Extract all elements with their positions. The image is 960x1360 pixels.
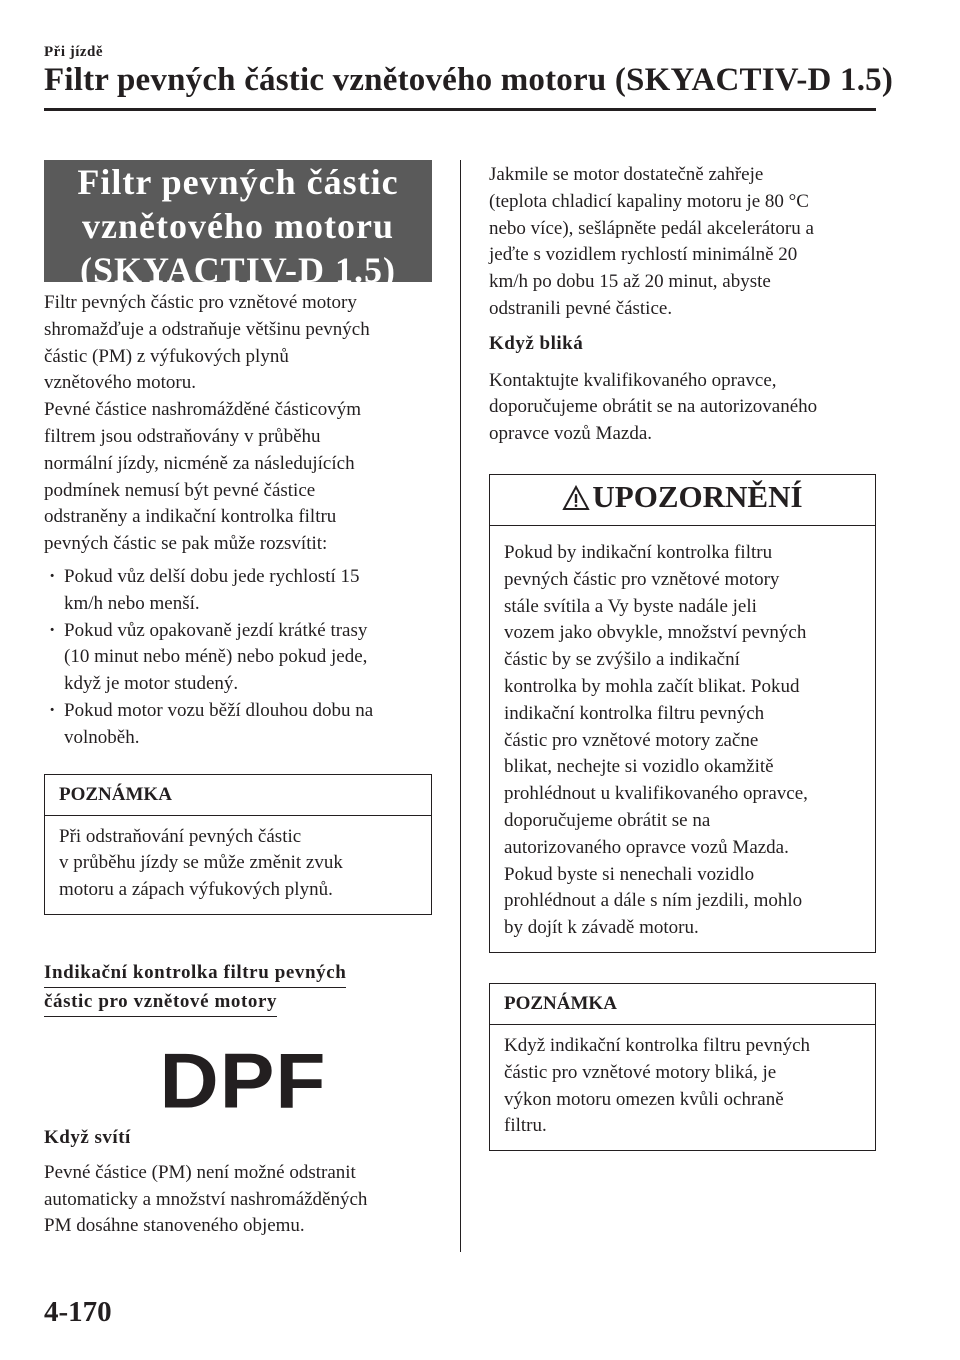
text-line: Když indikační kontrolka filtru pevných — [504, 1034, 811, 1056]
text-line: částic by se zvýšilo a indikační — [504, 649, 740, 671]
text-line: by dojít k závadě motoru. — [504, 917, 699, 939]
text-line: stále svítila a Vy byste nadále jeli — [504, 595, 757, 617]
lit-heading: Když svítí — [44, 1126, 131, 1148]
blink-paragraph — [489, 368, 876, 448]
subheading-line: částic pro vznětové motory — [44, 988, 277, 1017]
text-line: Pokud by indikační kontrolka filtru — [504, 541, 773, 563]
text-line: autorizovaného opravce vozů Mazda. — [504, 836, 789, 858]
text-line: automaticky a množství nashromážděných — [44, 1188, 368, 1210]
text-line: podmínek nemusí být pevné částice — [44, 479, 316, 501]
blink-heading: Když bliká — [489, 332, 584, 354]
text-line: volnoběh. — [64, 726, 140, 748]
text-line: vozem jako obvykle, množství pevných — [504, 622, 807, 644]
dpf-warning-icon: DPF — [159, 1038, 327, 1125]
page-number: 4-170 — [44, 1296, 112, 1328]
list-item — [44, 564, 432, 618]
condition-list — [44, 564, 432, 752]
text-line: doporučujeme obrátit se na — [504, 809, 711, 831]
page-title: Filtr pevných částic vznětového motoru (SKYACTIV-D 1.5) — [44, 62, 894, 98]
text-line: km/h nebo menší. — [64, 592, 200, 614]
column-divider — [460, 160, 461, 1252]
text-line: opravce vozů Mazda. — [489, 423, 653, 445]
text-line: prohlédnout a dále s ním jezdili, mohlo — [504, 890, 803, 912]
text-line: jeďte s vozidlem rychlostí minimálně 20 — [489, 244, 798, 266]
text-line: PM dosáhne stanoveného objemu. — [44, 1215, 305, 1237]
text-line: kontrolka by mohla začít blikat. Pokud — [504, 675, 800, 697]
text-line: motoru a zápach výfukových plynů. — [59, 879, 333, 901]
text-line: Filtr pevných částic pro vznětové motory — [44, 292, 357, 313]
intro-paragraph — [44, 290, 432, 558]
warning-triangle-icon — [562, 485, 590, 511]
text-line: výkon motoru omezen kvůli ochraně — [504, 1088, 784, 1110]
text-line: pevných částic se pak může rozsvítit: — [44, 533, 328, 555]
text-line: shromažďuje a odstraňuje většinu pevných — [44, 318, 370, 340]
chapter-title-line: Filtr pevných částic — [77, 162, 399, 202]
note-body — [490, 1025, 875, 1150]
warning-header — [490, 475, 875, 526]
note-body — [45, 816, 431, 914]
header-rule — [44, 108, 876, 111]
note-label: POZNÁMKA — [490, 984, 875, 1025]
text-line: částic (PM) z výfukových plynů — [44, 345, 289, 367]
text-line: filtrem jsou odstraňovány v průběhu — [44, 425, 321, 447]
text-line: indikační kontrolka filtru pevných — [504, 702, 765, 724]
text-line: Pokud vůz opakovaně jezdí krátké trasy — [64, 619, 368, 641]
text-line: nebo více), sešlápněte pedál akcelerátoru a — [489, 217, 814, 239]
chapter-title-line: vznětového motoru — [82, 206, 394, 246]
text-line: když je motor studený. — [64, 673, 239, 695]
text-line: prohlédnout u kvalifikovaného opravce, — [504, 783, 808, 805]
indicator-subheading — [44, 959, 432, 1017]
text-line: pevných částic pro vznětové motory — [504, 568, 780, 590]
warning-label: UPOZORNĚNÍ — [592, 478, 803, 514]
left-column — [44, 160, 432, 1240]
list-item — [44, 618, 432, 698]
text-line: v průběhu jízdy se může změnit zvuk — [59, 852, 343, 874]
warning-box — [489, 474, 876, 953]
chapter-title-box — [44, 160, 432, 290]
text-line: částic pro vznětové motory začne — [504, 729, 759, 751]
section-label: Při jízdě — [44, 44, 104, 60]
text-line: Pevné částice nashromážděné částicovým — [44, 399, 362, 421]
text-line: vznětového motoru. — [44, 372, 196, 394]
text-line: Při odstraňování pevných částic — [59, 825, 302, 847]
subheading-line: Indikační kontrolka filtru pevných — [44, 959, 346, 988]
warning-body — [490, 526, 875, 952]
lit-paragraph — [44, 1160, 432, 1240]
text-line: odstraněny a indikační kontrolka filtru — [44, 506, 337, 528]
list-item — [44, 698, 432, 752]
text-line: Jakmile se motor dostatečně zahřeje — [489, 164, 764, 185]
text-line: Kontaktujte kvalifikovaného opravce, — [489, 369, 777, 391]
text-line: Pevné částice (PM) není možné odstranit — [44, 1161, 356, 1183]
text-line: Pokud byste si nenechali vozidlo — [504, 863, 755, 885]
text-line: blikat, nechejte si vozidlo okamžitě — [504, 756, 774, 778]
note-label: POZNÁMKA — [45, 775, 431, 816]
chapter-title-line: (SKYACTIV-D 1.5) — [79, 250, 397, 290]
right-column — [489, 162, 876, 1151]
text-line: (10 minut nebo méně) nebo pokud jede, — [64, 646, 368, 668]
text-line: odstranili pevné částice. — [489, 297, 673, 319]
text-line: částic pro vznětové motory bliká, je — [504, 1061, 777, 1083]
continue-paragraph — [489, 162, 876, 323]
text-line: Pokud motor vozu běží dlouhou dobu na — [64, 699, 374, 721]
text-line: normální jízdy, nicméně za následujících — [44, 452, 355, 474]
text-line: (teplota chladicí kapaliny motoru je 80 °C — [489, 190, 809, 212]
text-line: filtru. — [504, 1115, 547, 1137]
note-box — [44, 774, 432, 915]
text-line: Pokud vůz delší dobu jede rychlostí 15 — [64, 565, 360, 587]
text-line: km/h po dobu 15 až 20 minut, abyste — [489, 271, 771, 293]
note-box — [489, 983, 876, 1151]
text-line: doporučujeme obrátit se na autorizovaného — [489, 396, 818, 418]
